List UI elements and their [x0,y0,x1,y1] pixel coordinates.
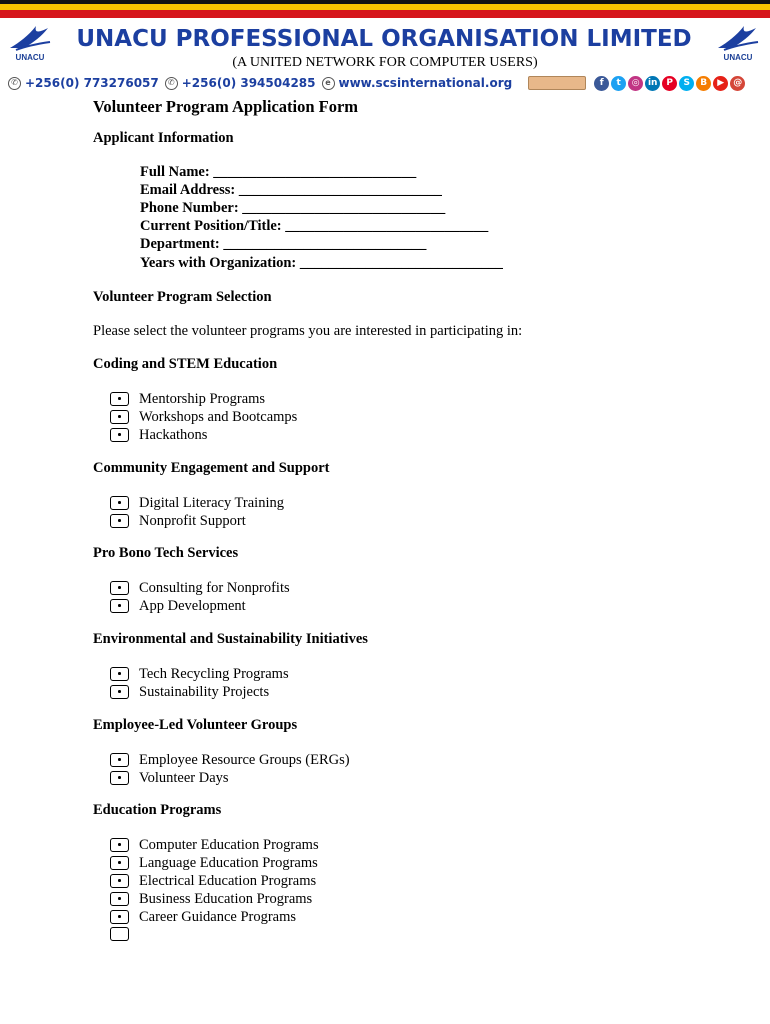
logo-text: UNACU [15,53,45,62]
twitter-icon[interactable]: t [611,76,626,91]
blog-icon[interactable]: B [696,76,711,91]
checkbox[interactable] [110,667,129,681]
email-icon[interactable]: @ [730,76,745,91]
checkbox[interactable] [110,685,129,699]
section-heading-program-selection: Volunteer Program Selection [93,289,272,305]
logo-text: UNACU [723,53,753,62]
phone-icon: ✆ [8,77,21,90]
option-label: Digital Literacy Training [139,494,284,511]
full-name-field[interactable]: Full Name: ____________________________ [140,164,417,180]
option-label: Tech Recycling Programs [139,665,289,682]
option-sustainability-projects[interactable] [110,683,269,701]
option-label: Nonprofit Support [139,512,246,529]
checkbox[interactable] [110,874,129,888]
checkbox[interactable] [110,753,129,767]
website-link[interactable]: www.scsinternational.org [338,76,513,90]
search-button[interactable] [528,76,586,90]
option-tech-recycling[interactable] [110,665,289,683]
group-heading-environmental: Environmental and Sustainability Initiatives [93,631,368,647]
years-with-organization-field[interactable]: Years with Organization: ____________________________ [140,255,503,271]
globe-icon: e [322,77,335,90]
checkbox[interactable] [110,410,129,424]
current-position-field[interactable]: Current Position/Title: ____________________________ [140,218,489,234]
checkbox[interactable] [110,496,129,510]
option-language-education[interactable] [110,854,318,872]
organisation-name: UNACU PROFESSIONAL ORGANISATION LIMITED [76,26,692,52]
option-consulting-nonprofits[interactable] [110,579,290,597]
instagram-icon[interactable]: ◎ [628,76,643,91]
checkbox[interactable] [110,514,129,528]
option-label: Computer Education Programs [139,836,319,853]
organisation-tagline: (A UNITED NETWORK FOR COMPUTER USERS) [232,55,538,70]
option-computer-education[interactable] [110,836,319,854]
option-label: Language Education Programs [139,854,318,871]
header-stripe-red [0,10,770,18]
phone-number-2: +256(0) 394504285 [181,76,316,90]
option-blank[interactable] [110,925,129,943]
checkbox[interactable] [110,856,129,870]
option-volunteer-days[interactable] [110,769,229,787]
group-heading-pro-bono: Pro Bono Tech Services [93,545,239,561]
facebook-icon[interactable]: f [594,76,609,91]
linkedin-icon[interactable]: in [645,76,660,91]
option-label: Electrical Education Programs [139,872,317,889]
checkbox[interactable] [110,581,129,595]
group-heading-employee-led: Employee-Led Volunteer Groups [93,717,298,733]
pinterest-icon[interactable]: P [662,76,677,91]
checkbox[interactable] [110,838,129,852]
option-business-education[interactable] [110,890,312,908]
option-electrical-education[interactable] [110,872,316,890]
section-heading-applicant-information: Applicant Information [93,130,234,146]
option-nonprofit-support[interactable] [110,512,246,530]
contact-bar [8,74,747,92]
form-title: Volunteer Program Application Form [93,97,359,116]
option-label: Volunteer Days [139,769,229,786]
checkbox[interactable] [110,910,129,924]
option-label: App Development [139,597,246,614]
checkbox[interactable] [110,428,129,442]
checkbox[interactable] [110,392,129,406]
option-label: Career Guidance Programs [139,908,297,925]
option-mentorship-programs[interactable] [110,390,265,408]
checkbox[interactable] [110,927,129,941]
social-icons [594,76,747,91]
option-career-guidance[interactable] [110,908,296,926]
option-label: Business Education Programs [139,890,313,907]
group-heading-community-engagement: Community Engagement and Support [93,460,330,476]
department-field[interactable]: Department: ____________________________ [140,236,427,252]
option-label: Employee Resource Groups (ERGs) [139,751,350,768]
option-workshops-bootcamps[interactable] [110,408,297,426]
email-address-field[interactable]: Email Address: ____________________________ [140,182,442,198]
option-label: Consulting for Nonprofits [139,579,290,596]
option-label: Workshops and Bootcamps [139,408,298,425]
option-employee-resource-groups[interactable] [110,751,350,769]
checkbox[interactable] [110,771,129,785]
group-heading-coding-stem: Coding and STEM Education [93,356,278,372]
youtube-icon[interactable]: ▶ [713,76,728,91]
checkbox[interactable] [110,599,129,613]
skype-icon[interactable]: S [679,76,694,91]
logo-bird-icon [6,22,54,54]
phone-number-1: +256(0) 773276057 [25,76,159,90]
group-heading-education-programs: Education Programs [93,802,222,818]
phone-icon: ✆ [165,77,178,90]
option-label: Sustainability Projects [139,683,270,700]
option-label: Hackathons [139,426,208,443]
checkbox[interactable] [110,892,129,906]
logo-bird-icon [714,22,762,54]
option-digital-literacy-training[interactable] [110,494,284,512]
option-app-development[interactable] [110,597,246,615]
program-selection-intro: Please select the volunteer programs you are interested in participating in: [93,323,523,339]
phone-number-field[interactable]: Phone Number: ____________________________ [140,200,446,216]
option-hackathons[interactable] [110,426,207,444]
option-label: Mentorship Programs [139,390,266,407]
